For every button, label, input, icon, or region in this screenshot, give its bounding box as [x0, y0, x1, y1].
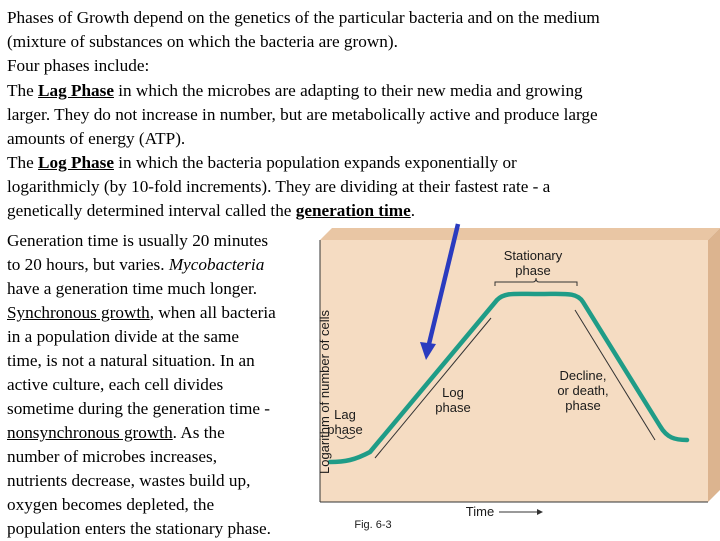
side-line-4-post: , when all bacteria — [149, 303, 276, 322]
y-axis-label: Logarithm of number of cells — [317, 309, 332, 475]
side-line-7: active culture, each cell divides — [7, 375, 224, 394]
panel-face — [320, 240, 708, 502]
side-line-1: Generation time is usually 20 minutes — [7, 231, 269, 250]
side-line-8: sometime during the generation time - — [7, 399, 270, 418]
log-paragraph-line-1 — [7, 151, 517, 175]
side-line-13: population enters the stationary phase. — [7, 519, 271, 538]
log-post: in which the bacteria population expands exponentially or — [113, 153, 517, 172]
figure-caption: Fig. 6-3 — [354, 519, 392, 531]
log-label-line-1: Log — [442, 385, 464, 400]
side-line-3: have a generation time much longer. — [7, 279, 258, 298]
log-pre: The — [7, 153, 39, 172]
side-line-5: in a population divide at the same — [7, 327, 239, 346]
lag-paragraph-line-1 — [7, 79, 583, 103]
log-paragraph-line-2: logarithmicly (by 10-fold increments). They are dividing at their fastest rate - a — [7, 177, 551, 196]
lag-post: in which the microbes are adapting to their new media and growing — [113, 81, 583, 100]
decline-label-line-1: Decline, — [559, 368, 607, 383]
stationary-label-line-1: Stationary — [503, 248, 563, 263]
log-phase-term: Log Phase — [38, 153, 114, 172]
mycobacteria-term: Mycobacteria — [168, 255, 265, 274]
decline-label-line-2: or death, — [557, 383, 609, 398]
panel-top-edge — [320, 228, 720, 240]
decline-label-line-3: phase — [565, 398, 601, 413]
time-arrow-head — [537, 509, 543, 515]
lag-phase-term: Lag Phase — [38, 81, 114, 100]
side-line-2-pre: to 20 hours, but varies. — [7, 255, 169, 274]
intro-line-3: Four phases include: — [7, 56, 150, 75]
x-axis-label: Time — [465, 504, 495, 519]
side-line-11: nutrients decrease, wastes build up, — [7, 471, 251, 490]
side-line-4 — [7, 301, 276, 325]
lag-label-line-2: phase — [327, 422, 363, 437]
stationary-label-line-2: phase — [515, 263, 551, 278]
intro-line-2: (mixture of substances on which the bacteria are grown). — [7, 32, 398, 51]
log-line3-pre: genetically determined interval called the — [7, 201, 296, 220]
log-paragraph-line-3 — [7, 199, 415, 223]
side-line-6: time, is not a natural situation. In an — [7, 351, 255, 370]
intro-line-1: Phases of Growth depend on the genetics of the particular bacteria and on the medium — [7, 8, 600, 27]
side-line-10: number of microbes increases, — [7, 447, 217, 466]
side-line-9-post: . As the — [172, 423, 225, 442]
side-line-2 — [7, 253, 264, 277]
synchronous-growth-term: Synchronous growth — [7, 303, 150, 322]
log-line3-post: . — [410, 201, 416, 220]
growth-curve-figure — [315, 226, 720, 540]
lag-label-line-1: Lag — [334, 407, 356, 422]
generation-time-term: generation time — [295, 201, 411, 220]
lag-paragraph-line-3: amounts of energy (ATP). — [7, 129, 186, 148]
lag-paragraph-line-2: larger. They do not increase in number, but are metabolically active and produce large — [7, 105, 598, 124]
lag-pre: The — [7, 81, 39, 100]
side-line-12: oxygen becomes depleted, the — [7, 495, 215, 514]
panel-side-edge — [708, 228, 720, 502]
side-line-9 — [7, 421, 225, 445]
log-label-line-2: phase — [435, 400, 471, 415]
nonsynchronous-growth-term: nonsynchronous growth — [7, 423, 173, 442]
